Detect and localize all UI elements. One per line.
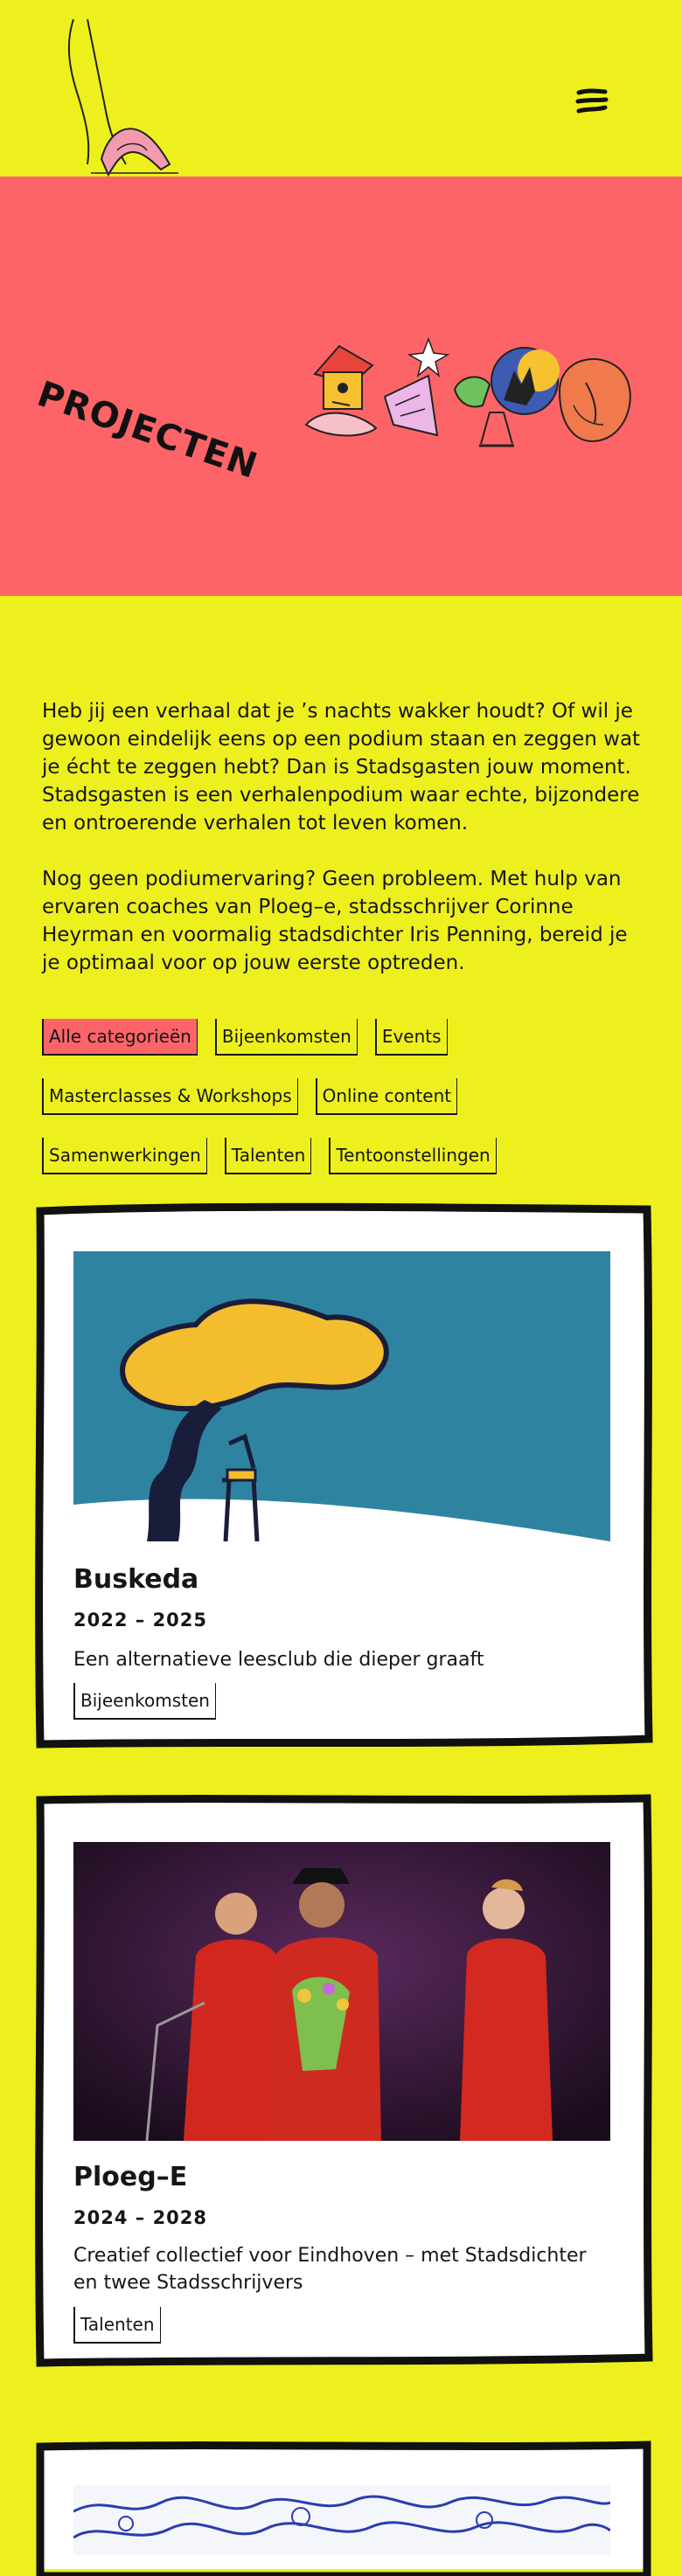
filter-bijeenkomsten[interactable]: Bijeenkomsten (215, 1019, 358, 1056)
filter-events[interactable]: Events (375, 1019, 448, 1056)
filter-tentoonstellingen[interactable]: Tentoonstellingen (329, 1138, 496, 1174)
hero-banner (0, 177, 682, 596)
project-image[interactable] (73, 1842, 610, 2141)
hero-illustration (297, 322, 638, 470)
project-card[interactable] (42, 1209, 645, 1741)
blue-pattern-illustration (73, 2485, 610, 2555)
intro-text (42, 697, 645, 1005)
hamburger-menu-icon (570, 84, 612, 121)
birdhouse-illustration (315, 346, 372, 409)
project-image[interactable] (73, 1251, 610, 1541)
project-dates: 2024 – 2028 (73, 2207, 208, 2228)
intro-paragraph: Heb jij een verhaal dat je ’s nachts wakker houdt? Of wil je gewoon eindelijk eens op een podium staan en zeggen wat je écht te zeggen hebt? Dan is Stadsgasten jouw moment. Stadsgasten is een verhalenpodium waar echte, bijzondere en ontroerende verhalen tot leven komen. (42, 700, 641, 834)
project-title[interactable]: Ploeg–E (73, 2162, 188, 2192)
intro-paragraph: Nog geen podiumervaring? Geen probleem. Met hulp van ervaren coaches van Ploeg–e, stadsschrijver Corinne Heyrman en voormalig stadsdichter Iris Penning, bereid je je optimaal voor op jouw eerste optreden. (42, 868, 628, 974)
page-title: PROJECTEN (32, 374, 263, 488)
project-tag[interactable]: Bijeenkomsten (73, 1683, 216, 1720)
project-description: Creatief collectief voor Eindhoven – met Stadsdichter en twee Stadsschrijvers (73, 2245, 587, 2294)
project-image[interactable] (73, 2485, 610, 2555)
project-tag[interactable]: Talenten (73, 2307, 161, 2344)
ploeg-e-photo (73, 1842, 610, 2141)
project-dates: 2022 – 2025 (73, 1610, 208, 1631)
filter-online-content[interactable]: Online content (316, 1078, 457, 1115)
filter-all-categories[interactable]: Alle categorieën (42, 1019, 198, 1056)
buskeda-illustration (73, 1251, 610, 1541)
logo-illustration[interactable] (56, 19, 187, 177)
filter-masterclasses-workshops[interactable]: Masterclasses & Workshops (42, 1078, 298, 1115)
category-filters (42, 1019, 645, 1197)
project-description: Een alternatieve leesclub die dieper graaft (73, 1649, 484, 1671)
menu-button[interactable] (570, 84, 612, 121)
project-card[interactable] (42, 2447, 645, 2569)
project-card[interactable] (42, 1800, 645, 2359)
filter-samenwerkingen[interactable]: Samenwerkingen (42, 1138, 207, 1174)
filter-talenten[interactable]: Talenten (225, 1138, 312, 1174)
project-title[interactable]: Buskeda (73, 1564, 199, 1595)
site-header (0, 0, 682, 177)
